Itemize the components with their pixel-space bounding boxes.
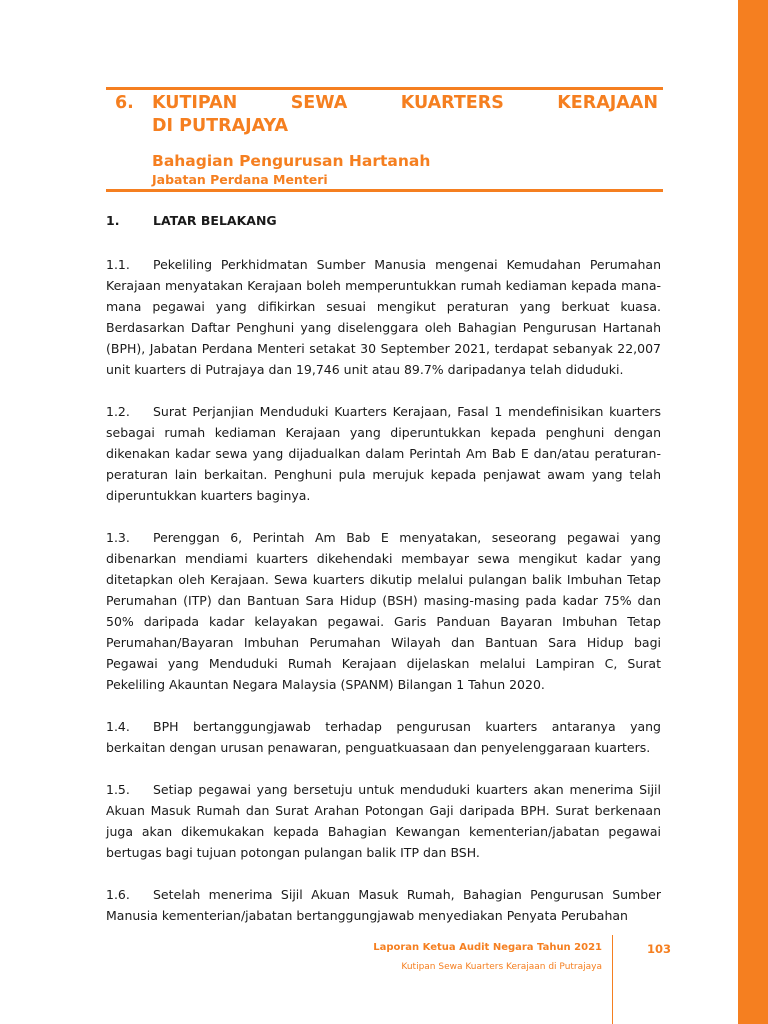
header-bottom-rule [106,189,663,192]
orange-side-bar [738,0,768,1024]
paragraph-number: 1.5. [106,782,130,797]
paragraph-text: Setelah menerima Sijil Akuan Masuk Rumah, Bahagian Pengurusan Sumber Manusia kementerian/jabatan bertanggungjawab menyediakan Penyata Perubahan [106,887,661,923]
footer-subtitle: Kutipan Sewa Kuarters Kerajaan di Putrajaya [401,962,602,972]
paragraph-text: Setiap pegawai yang bersetuju untuk menduduki kuarters akan menerima Sijil Akuan Masuk Rumah dan Surat Arahan Potongan Gaji daripada BPH. Surat berkenaan juga akan dikemukakan kepada Bahagian Kewangan kementerian/jabatan pegawai bertugas bagi tujuan potongan pulangan balik ITP dan BSH. [106,782,661,860]
department-name: Bahagian Pengurusan Hartanah [152,152,431,170]
paragraph-1-6 [106,884,661,926]
paragraph-1-5 [106,779,661,863]
chapter-number: 6. [115,93,134,113]
paragraph-number: 1.2. [106,404,130,419]
paragraph-text: Surat Perjanjian Menduduki Kuarters Kerajaan, Fasal 1 mendefinisikan kuarters sebagai rumah kediaman Kerajaan yang diperuntukkan kepada penghuni dengan dikenakan kadar sewa yang dijadualkan dalam Perintah Am Bab E dan/atau peraturan-peraturan lain berkaitan. Penghuni pula merujuk kepada penjawat awam yang telah diperuntukkan kuarters baginya. [106,404,661,503]
paragraph-1-4 [106,716,661,758]
paragraph-number: 1.1. [106,257,130,272]
paragraph-text: Pekeliling Perkhidmatan Sumber Manusia mengenai Kemudahan Perumahan Kerajaan menyatakan Kerajaan boleh memperuntukkan rumah kediaman kepada mana-mana pegawai yang difikirkan sesuai mengikut peraturan yang berkuat kuasa. Berdasarkan Daftar Penghuni yang diselenggara oleh Bahagian Pengurusan Hartanah (BPH), Jabatan Perdana Menteri setakat 30 September 2021, terdapat sebanyak 22,007 unit kuarters di Putrajaya dan 19,746 unit atau 89.7% daripadanya telah diduduki. [106,257,661,377]
paragraph-1-2 [106,401,661,506]
paragraph-1-3 [106,527,661,695]
section-number: 1. [106,213,120,228]
paragraph-number: 1.4. [106,719,130,734]
chapter-title-line1: KUTIPAN SEWA KUARTERS KERAJAAN [152,93,658,113]
footer-divider [612,935,613,1024]
page-number: 103 [647,942,672,956]
paragraph-text: BPH bertanggungjawab terhadap pengurusan kuarters antaranya yang berkaitan dengan urusan penawaran, penguatkuasaan dan penyelenggaraan kuarters. [106,719,661,755]
paragraph-text: Perenggan 6, Perintah Am Bab E menyatakan, seseorang pegawai yang dibenarkan mendiami kuarters dikehendaki membayar sewa mengikut kadar yang ditetapkan oleh Kerajaan. Sewa kuarters dikutip melalui pulangan balik Imbuhan Tetap Perumahan (ITP) dan Bantuan Sara Hidup (BSH) masing-masing pada kadar 75% dan 50% daripada kadar kelayakan pegawai. Garis Panduan Bayaran Imbuhan Tetap Perumahan/Bayaran Imbuhan Perumahan Wilayah dan Bantuan Sara Hidup bagi Pegawai yang Menduduki Rumah Kerajaan dijelaskan melalui Lampiran C, Surat Pekeliling Akauntan Negara Malaysia (SPANM) Bilangan 1 Tahun 2020. [106,530,661,692]
ministry-name: Jabatan Perdana Menteri [152,172,328,187]
footer-report-title: Laporan Ketua Audit Negara Tahun 2021 [373,942,602,953]
section-title: LATAR BELAKANG [153,213,277,228]
section-heading [106,213,277,229]
paragraph-1-1 [106,254,661,380]
paragraph-number: 1.6. [106,887,130,902]
paragraph-number: 1.3. [106,530,130,545]
chapter-title-line2: DI PUTRAJAYA [152,116,289,136]
header-top-rule [106,87,663,90]
